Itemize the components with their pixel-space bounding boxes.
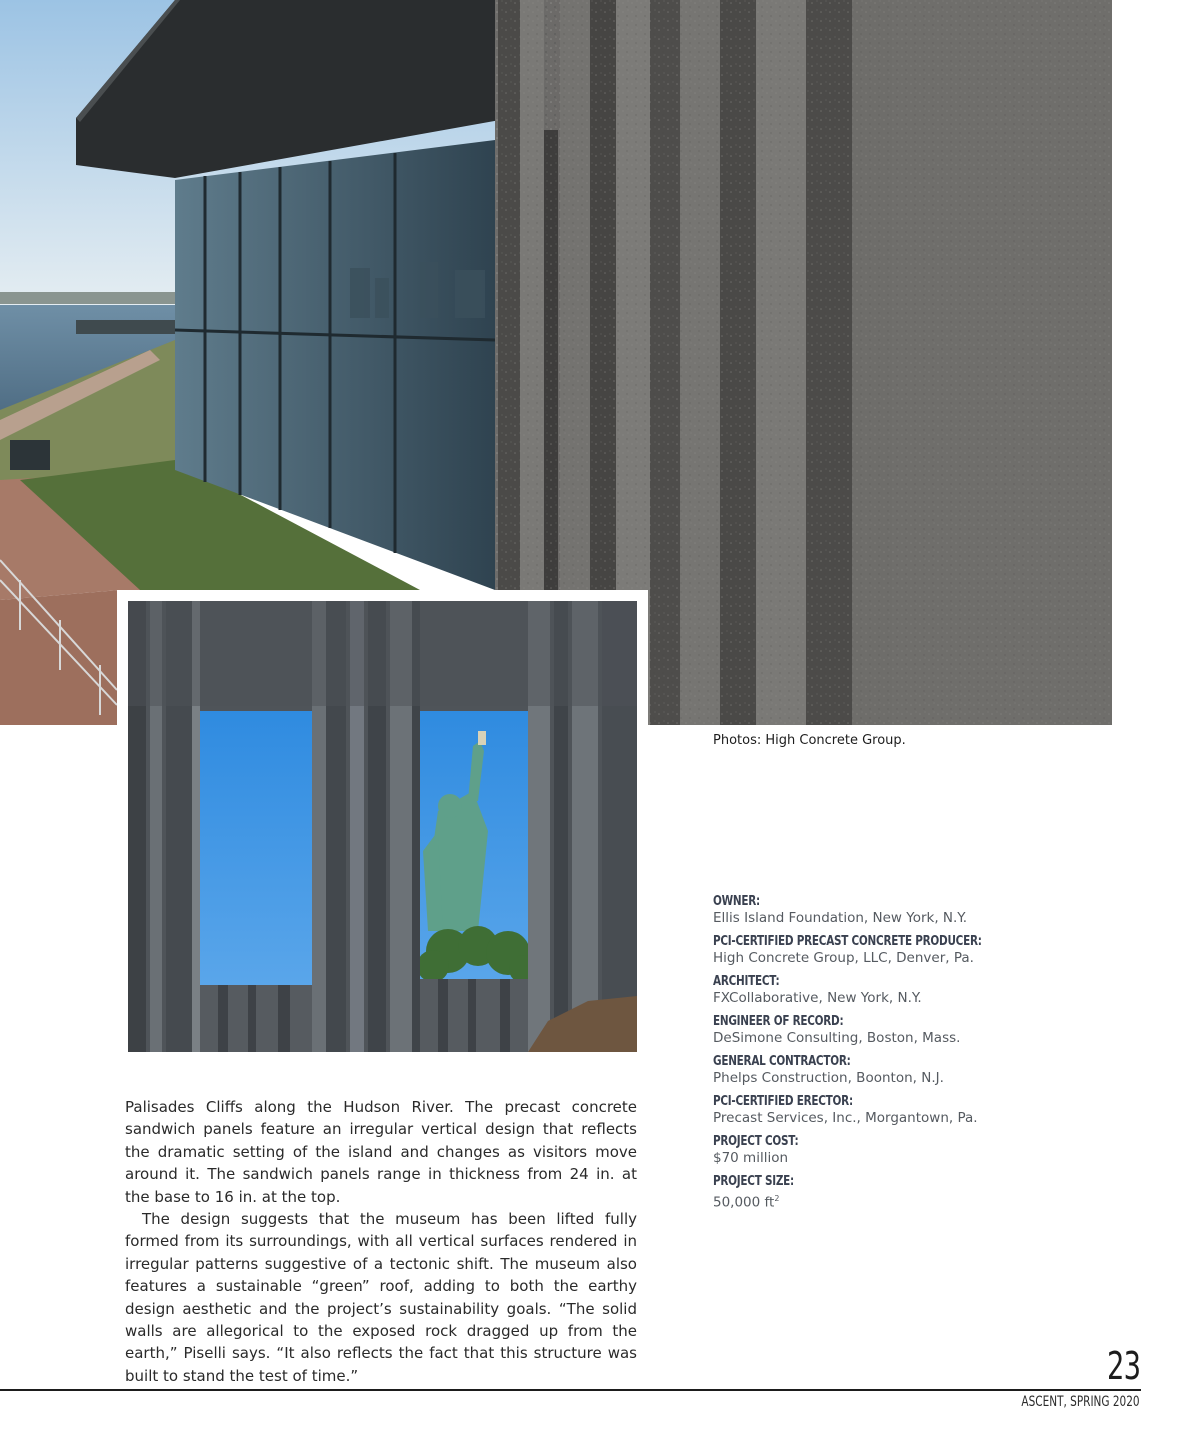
project-info-item-size bbox=[713, 1173, 1133, 1212]
info-label: PCI-CERTIFIED PRECAST CONCRETE PRODUCER: bbox=[713, 933, 982, 949]
size-superscript: 2 bbox=[774, 1194, 780, 1203]
inset-photo-statue-of-liberty bbox=[128, 601, 637, 1052]
page-number: 23 bbox=[1106, 1344, 1140, 1388]
info-value: High Concrete Group, LLC, Denver, Pa. bbox=[713, 950, 974, 966]
info-value: FXCollaborative, New York, N.Y. bbox=[713, 990, 922, 1006]
info-label: PROJECT SIZE: bbox=[713, 1173, 794, 1189]
info-value: Phelps Construction, Boonton, N.J. bbox=[713, 1070, 944, 1086]
project-info-item-cost bbox=[713, 1133, 1133, 1167]
info-label: PCI-CERTIFIED ERECTOR: bbox=[713, 1093, 853, 1109]
footer-divider bbox=[0, 1389, 1141, 1391]
info-value: Precast Services, Inc., Morgantown, Pa. bbox=[713, 1110, 978, 1126]
project-info-item-architect bbox=[713, 973, 1133, 1007]
info-label: ENGINEER OF RECORD: bbox=[713, 1013, 844, 1029]
project-info-item-owner bbox=[713, 893, 1133, 927]
body-paragraph: Palisades Cliffs along the Hudson River. The precast concrete sandwich panels feature an irregular vertical design that reflects the dramatic setting of the island and changes as visitors move around it. The sandwich panels range in thickness from 24 in. at the base to 16 in. at the top. bbox=[125, 1098, 637, 1206]
size-value: 50,000 ft bbox=[713, 1194, 775, 1211]
article-body bbox=[125, 1096, 637, 1387]
info-value: Ellis Island Foundation, New York, N.Y. bbox=[713, 910, 968, 926]
info-label: GENERAL CONTRACTOR: bbox=[713, 1053, 851, 1069]
project-info-sidebar bbox=[713, 893, 1133, 1218]
info-label: PROJECT COST: bbox=[713, 1133, 799, 1149]
info-value: $70 million bbox=[713, 1150, 789, 1166]
info-label: OWNER: bbox=[713, 893, 760, 909]
info-value: DeSimone Consulting, Boston, Mass. bbox=[713, 1030, 961, 1046]
project-info-item-producer bbox=[713, 933, 1133, 967]
project-info-item-engineer bbox=[713, 1013, 1133, 1047]
project-info-item-contractor bbox=[713, 1053, 1133, 1087]
project-info-item-erector bbox=[713, 1093, 1133, 1127]
info-value-size bbox=[713, 1190, 1133, 1212]
photo-credit-caption: Photos: High Concrete Group. bbox=[713, 733, 906, 748]
info-label: ARCHITECT: bbox=[713, 973, 780, 989]
body-paragraph: The design suggests that the museum has been lifted fully formed from its surroundings, with all vertical surfaces rendered in irregular patterns suggestive of a tectonic shift. The museum also features a sustainable “green” roof, adding to both the earthy design aesthetic and the project’s sustainability goals. “The solid walls are allegorical to the exposed rock dragged up from the earth,” Piselli says. “It also reflects the fact that this structure was built to stand the test of time.” bbox=[125, 1210, 637, 1385]
issue-line: ASCENT, SPRING 2020 bbox=[1021, 1394, 1140, 1410]
